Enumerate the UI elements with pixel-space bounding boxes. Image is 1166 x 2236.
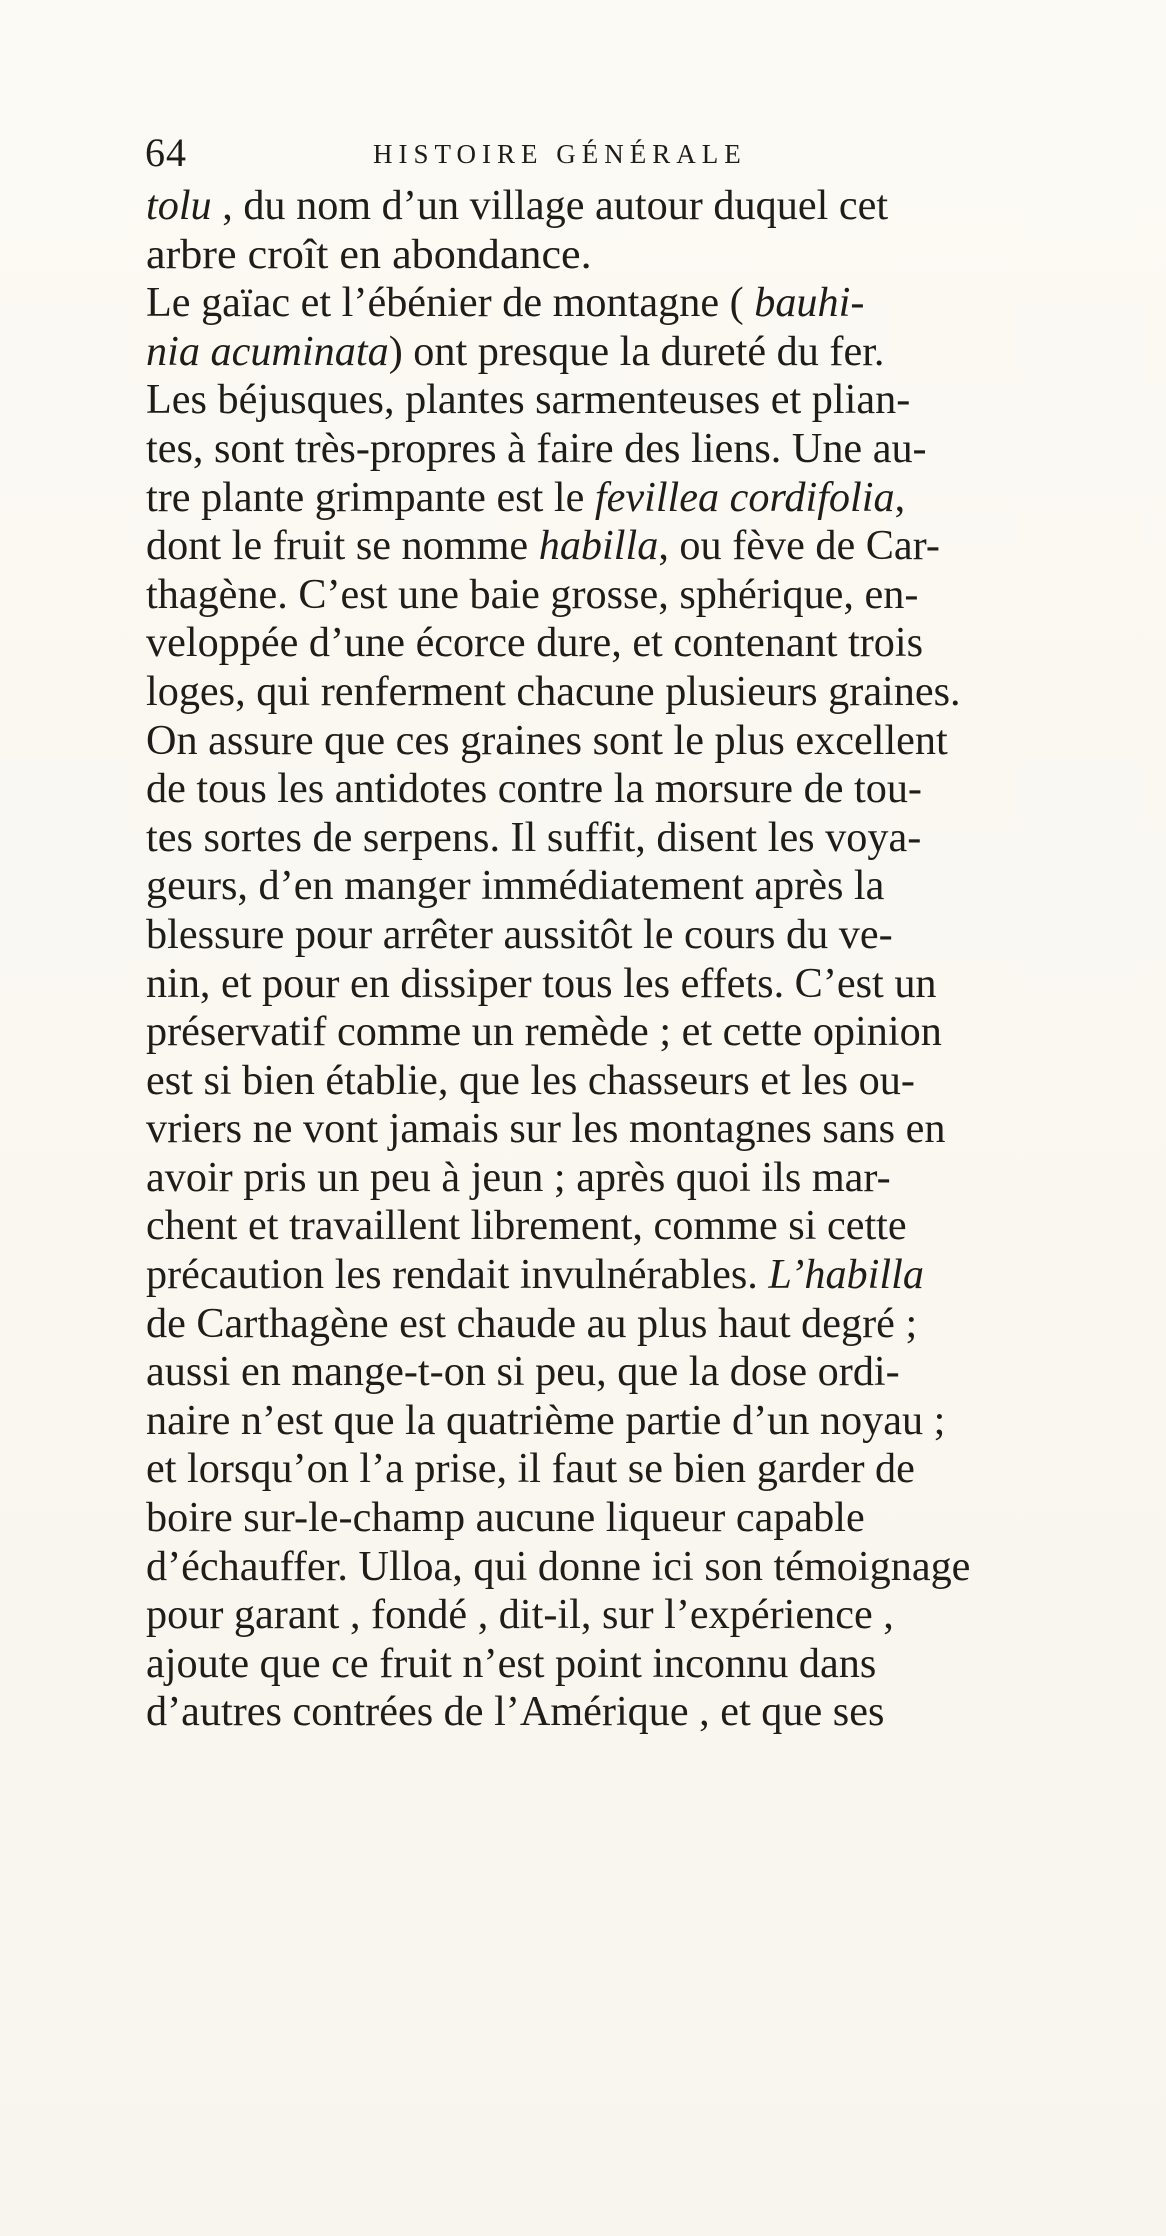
italic-phrase: habilla [538, 523, 659, 570]
text-line [146, 911, 1151, 960]
italic-phrase: bauhi- [754, 280, 865, 327]
text-run: Le gaïac et l’ébénier de montagne ( [146, 280, 755, 327]
italic-phrase: tolu [146, 183, 212, 229]
text-line [146, 765, 1151, 814]
text-run: arbre croît en abondance. [146, 231, 592, 278]
text-line [146, 1688, 1151, 1737]
running-head [145, 128, 935, 178]
text-run: chent et travaillent librement, comme si cette [146, 1203, 907, 1250]
text-run: pour garant , fondé , dit-il, sur l’expérience , [146, 1592, 894, 1639]
text-line [146, 1543, 1151, 1592]
text-line [146, 1300, 1151, 1349]
text-run: tes, sont très-propres à faire des liens. Une au- [146, 425, 927, 472]
body-text [146, 182, 1146, 1737]
text-line [146, 1591, 1151, 1640]
text-line [146, 619, 1151, 668]
text-run: d’autres contrées de l’Amérique , et que ses [146, 1689, 885, 1736]
text-line [146, 1348, 1151, 1397]
text-run: boire sur-le-champ aucune liqueur capable [146, 1495, 865, 1542]
text-line [146, 571, 1151, 620]
text-line [146, 960, 1151, 1009]
text-line [146, 231, 1166, 280]
text-run: ajoute que ce fruit n’est point inconnu dans [146, 1640, 877, 1687]
text-line [146, 1008, 1151, 1057]
text-run: dont le fruit se nomme [146, 523, 539, 570]
italic-phrase: fevillea cordifolia [594, 474, 895, 521]
text-run: précaution les rendait invulnérables. [146, 1252, 769, 1299]
text-run: ) ont presque la dureté du fer. [388, 328, 885, 375]
text-line [146, 1105, 1151, 1154]
text-line [146, 1397, 1151, 1446]
text-run: thagène. C’est une baie grosse, sphérique, en- [146, 571, 919, 618]
text-run: tre plante grimpante est le [146, 474, 595, 521]
text-run: de tous les antidotes contre la morsure de tou- [146, 766, 922, 813]
text-run: blessure pour arrêter aussitôt le cours du ve- [146, 911, 893, 958]
text-run: avoir pris un peu à jeun ; après quoi ils mar- [146, 1154, 891, 1201]
text-run: naire n’est que la quatrième partie d’un noyau ; [146, 1397, 946, 1444]
text-run: tes sortes de serpens. Il suffit, disent les voya- [146, 814, 922, 861]
text-run: est si bien établie, que les chasseurs et les ou- [146, 1057, 915, 1104]
text-line [146, 1640, 1151, 1689]
text-line [146, 1057, 1151, 1106]
text-line [146, 717, 1151, 766]
text-run: geurs, d’en manger immédiatement après la [146, 863, 885, 910]
text-line [146, 474, 1151, 523]
text-run: et lorsqu’on l’a prise, il faut se bien garder de [146, 1446, 915, 1493]
text-line [146, 279, 1151, 328]
text-run: , [894, 474, 906, 521]
text-run: loges, qui renferment chacune plusieurs graines. [146, 668, 961, 715]
text-line [146, 182, 1151, 231]
text-run: , ou fève de Car- [658, 523, 940, 570]
text-run: de Carthagène est chaude au plus haut degré ; [146, 1300, 918, 1347]
text-run: préservatif comme un remède ; et cette opinion [146, 1009, 942, 1056]
text-line [146, 425, 1151, 474]
page-number: 64 [145, 130, 187, 175]
text-line [146, 862, 1151, 911]
text-line [146, 1445, 1151, 1494]
text-line [146, 814, 1151, 863]
text-line [146, 376, 1151, 425]
text-run: vriers ne vont jamais sur les montagnes sans en [146, 1106, 946, 1153]
running-title: HISTOIRE GÉNÉRALE [373, 139, 747, 169]
italic-phrase: nia acuminata [146, 328, 389, 375]
text-run: , du nom d’un village autour duquel cet [211, 183, 889, 229]
text-line [146, 1202, 1151, 1251]
text-line [146, 1154, 1151, 1203]
text-line [146, 1251, 1151, 1300]
italic-phrase: L’habilla [768, 1252, 924, 1299]
text-line [146, 522, 1151, 571]
text-line [146, 328, 1151, 377]
text-line [146, 1494, 1151, 1543]
text-run: Les béjusques, plantes sarmenteuses et plian- [146, 377, 911, 424]
text-run: On assure que ces graines sont le plus excellent [146, 717, 948, 764]
text-run: aussi en mange-t-on si peu, que la dose ordi- [146, 1349, 900, 1396]
text-line [146, 668, 1151, 717]
text-run: veloppée d’une écorce dure, et contenant trois [146, 620, 924, 667]
text-run: d’échauffer. Ulloa, qui donne ici son témoignage [146, 1543, 971, 1590]
text-run: nin, et pour en dissiper tous les effets. C’est un [146, 960, 937, 1007]
